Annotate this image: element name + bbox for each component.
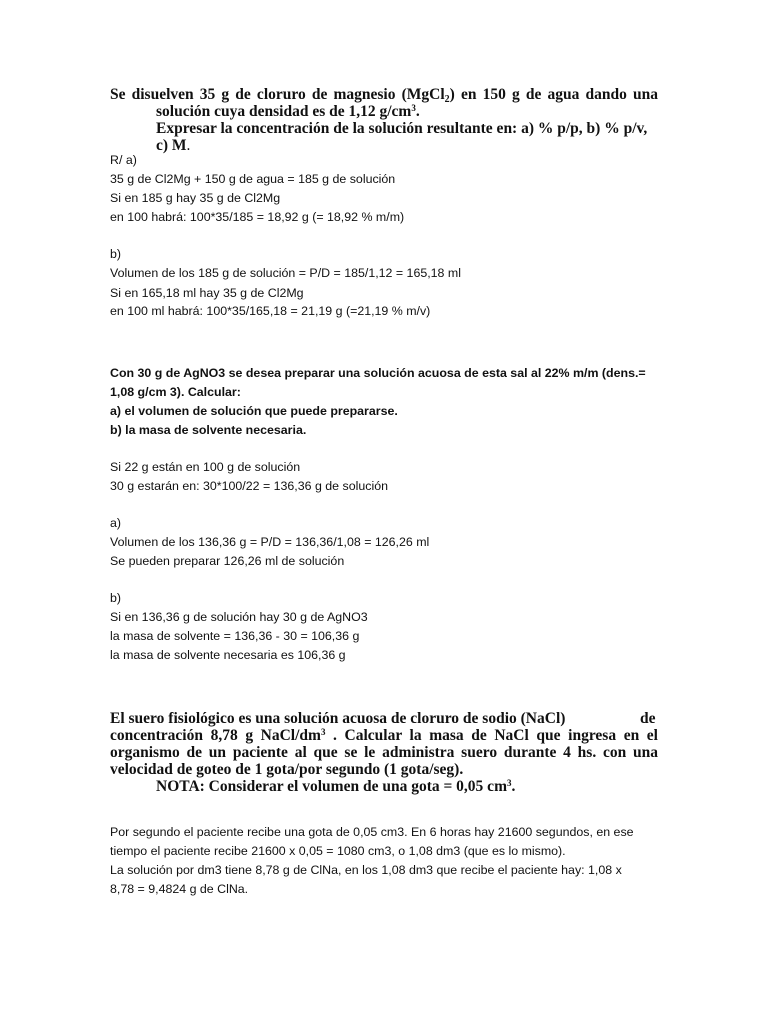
problem2-statement-line-3: a) el volumen de solución que puede prepararse.	[110, 404, 398, 418]
problem3-statement-line-1: El suero fisiológico es una solución acuosa de cloruro de sodio (NaCl)	[110, 710, 566, 727]
problem2-statement-line-2: 1,08 g/cm 3). Calcular:	[110, 385, 241, 399]
problem1-statement-line-4: c) M.	[156, 137, 191, 154]
answer1-line-1: 35 g de Cl2Mg + 150 g de agua = 185 g de solución	[110, 172, 396, 186]
problem3-statement-line-3: organismo de un paciente al que se le administra suero durante 4 hs. con una	[110, 744, 658, 761]
answer1-line-5: Si en 165,18 ml hay 35 g de Cl2Mg	[110, 286, 304, 300]
problem1-statement-line-1: Se disuelven 35 g de cloruro de magnesio (MgCl$_2$) en 150 g de agua dando una	[110, 86, 658, 105]
problem2-statement-line-4: b) la masa de solvente necesaria.	[110, 423, 307, 437]
answer1-line-3: en 100 habrá: 100*35/185 = 18,92 g (= 18,92 % m/m)	[110, 210, 405, 224]
answer3-line-2: tiempo el paciente recibe 21600 x 0,05 = 1080 cm3, o 1,08 dm3 (que es lo mismo).	[110, 844, 566, 858]
problem2-statement-line-1: Con 30 g de AgNO3 se desea preparar una solución acuosa de esta sal al 22% m/m (dens.=	[110, 366, 646, 380]
answer3-line-1: Por segundo el paciente recibe una gota de 0,05 cm3. En 6 horas hay 21600 segundos, en ese	[110, 825, 634, 839]
answer2-line-5: Si en 136,36 g de solución hay 30 g de AgNO3	[110, 610, 368, 624]
answer2-line-3: Volumen de los 136,36 g = P/D = 136,36/1,08 = 126,26 ml	[110, 535, 430, 549]
answer1-line-2: Si en 185 g hay 35 g de Cl2Mg	[110, 191, 281, 205]
answer2-line-4: Se pueden preparar 126,26 ml de solución	[110, 554, 345, 568]
problem3-statement-line-1-end: de	[640, 710, 656, 727]
answer2-line-2: 30 g estarán en: 30*100/22 = 136,36 g de solución	[110, 479, 388, 493]
problem1-statement-line-3: Expresar la concentración de la solución resultante en: a) % p/p, b) % p/v,	[156, 120, 648, 137]
problem3-statement-line-2: concentración 8,78 g NaCl/$dm^3$ . Calcular la masa de NaCl que ingresa en el	[110, 727, 658, 744]
answer2-line-6: la masa de solvente = 136,36 - 30 = 106,36 g	[110, 629, 360, 643]
answer1-line-6: en 100 ml habrá: 100*35/165,18 = 21,19 g (=21,19 % m/v)	[110, 304, 431, 318]
answer1-r-label: R/ a)	[110, 153, 137, 167]
answer2-b-label: b)	[110, 591, 122, 605]
answer1-b-label: b)	[110, 247, 122, 261]
problem3-note: NOTA: Considerar el volumen de una gota = 0,05 $cm^3$.	[156, 778, 516, 795]
answer3-line-3: La solución por dm3 tiene 8,78 g de ClNa, en los 1,08 dm3 que recibe el paciente hay: 1,08 x	[110, 863, 622, 877]
answer2-a-label: a)	[110, 516, 122, 530]
problem1-statement-line-2: solución cuya densidad es de 1,12 $g/cm^3$.	[156, 103, 420, 120]
answer1-line-4: Volumen de los 185 g de solución = P/D = 185/1,12 = 165,18 ml	[110, 266, 461, 280]
answer3-line-4: 8,78 = 9,4824 g de ClNa.	[110, 882, 249, 896]
problem3-statement-line-4: velocidad de goteo de 1 gota/por segundo (1 gota/seg).	[110, 761, 464, 778]
answer2-line-7: la masa de solvente necesaria es 106,36 g	[110, 648, 346, 662]
answer2-line-1: Si 22 g están en 100 g de solución	[110, 460, 301, 474]
